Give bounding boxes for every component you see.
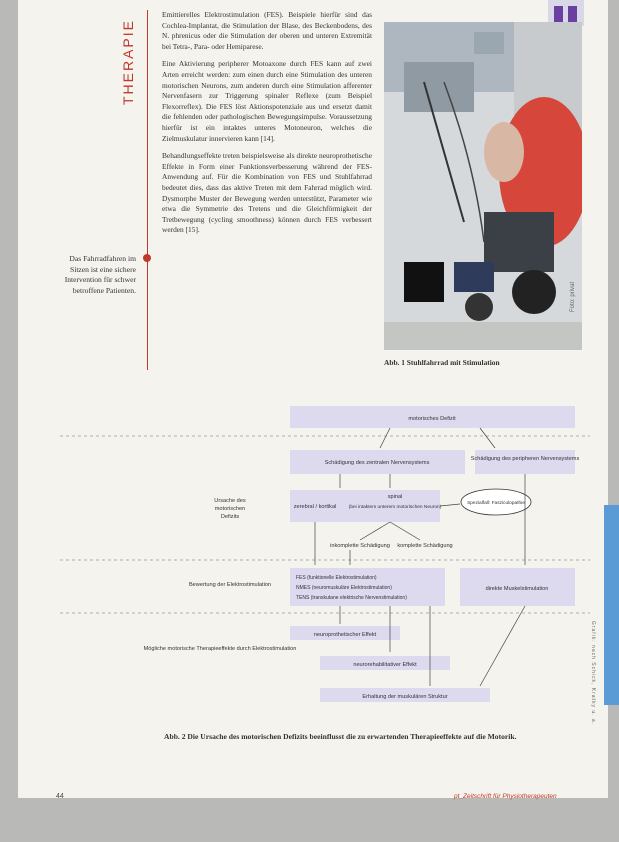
margin-bullet [143, 254, 151, 262]
label-complete: komplette Schädigung [397, 543, 453, 549]
label-cause-2: motorischen [214, 506, 246, 512]
margin-note: Das Fahrradfahren im Sitzen ist eine sichere Intervention für schwer betroffene Patienten. [64, 254, 136, 295]
label-cause-1: Ursache des [214, 498, 246, 504]
page-number: 44 [56, 793, 64, 800]
section-rule [147, 10, 148, 370]
photo-illustration [384, 22, 582, 350]
label-neuroprosthetic: neuroprothetischer Effekt [313, 632, 377, 638]
label-spinal-sub: (bei intaktem unterem motorischen Neuron) [348, 505, 442, 510]
label-therapy-effects: Mögliche motorische Therapieeffekte durch Elektrostimulation [143, 646, 297, 652]
label-special: Spezialfall: Fasziculopathie [467, 501, 525, 506]
paragraph: Emittierelles Elektrostimulation (FES). Beispiele hierfür sind das Cochlea-Implantat, die Stimulation der Blase, des Beckenbodens, des N. phrenicus oder die Stimulation der oberen und unteren Extremität bei Tetra-, Para- oder Hemiparese. [162, 10, 372, 51]
box-peripheral [475, 450, 575, 474]
label-spinal: spinal [387, 494, 403, 500]
label-muscle-structure: Erhaltung der muskulären Struktur [362, 694, 448, 700]
figure1-caption: Abb. 1 Stuhlfahrrad mit Stimulation [384, 358, 500, 367]
label-peripheral: Schädigung des peripheren Nervensystems [470, 456, 580, 462]
photo-stationary-bike [384, 22, 582, 350]
label-central: Schädigung des zentralen Nervensystems [324, 460, 430, 466]
label-eval: Bewertung der Elektrostimulation [188, 582, 272, 588]
label-direct-muscle: direkte Muskelstimulation [485, 586, 549, 592]
label-incomplete: inkomplette Schädigung [330, 543, 390, 549]
label-tens: TENS (transkutane elektrische Nervenstimulation) [296, 595, 407, 601]
body-text [162, 10, 372, 243]
diagram-canvas [50, 400, 598, 720]
journal-name: pt_Zeitschrift für Physiotherapeuten [454, 793, 557, 800]
label-top: motorisches Defizit [408, 416, 456, 422]
label-cortex: zerebral / kortikal [293, 504, 337, 510]
vertical-credit: Grafik: nach Schick, Kratky u. a. [590, 620, 596, 726]
label-fes: FES (funktionelle Elektrostimulation) [296, 575, 377, 581]
figure2-caption: Abb. 2 Die Ursache des motorischen Defizits beeinflusst die zu erwartenden Therapieeffekte auf die Motorik. [164, 732, 517, 741]
section-tag: THERAPIE [120, 19, 136, 106]
paragraph: Behandlungseffekte treten beispielsweise als direkte neuroprothetische Effekte in Form einer Funktionsverbesserung während der FES-Anwendung auf. Für die Kombination von FES und Stuhlfahrrad bedeutet dies, dass das aktive Treten mit dem Fahrrad möglich wird. Dysmorphe Muster der Bewegung werden unterstützt, Parameter wie etwa die Symmetrie des Tretens und die Gleichförmigkeit der Tretbewegung (cycling smoothness) können durch FES verbessert werden [15]. [162, 151, 372, 235]
label-nmes: NMES (neuromuskuläre Elektrostimulation) [296, 585, 392, 591]
photo-credit: Foto: privat [570, 281, 576, 312]
cause-effect-diagram [50, 400, 598, 720]
paragraph: Eine Aktivierung peripherer Motoaxone durch FES kann auf zwei Arten erreicht werden: zum einen durch eine Stimulation des unteren motorischen Neurons, zum anderen durch eine Stimulation afferenter Nervenfasern zur Triggerung spinaler Reflexe (zum Beispiel Flexorreflex). Die FES löst Aktionspotenziale aus und ersetzt damit die fehlenden oder pathologischen Bewegungsimpulse. Voraussetzung hierfür ist ein intaktes unteres Motoneuron, welches die Zielmuskulatur innervieren kann [14]. [162, 59, 372, 143]
label-cause-3: Defizits [220, 514, 240, 520]
blue-edge [604, 505, 619, 705]
label-neuro-rehab: neurorehabilitativer Effekt [353, 662, 417, 668]
